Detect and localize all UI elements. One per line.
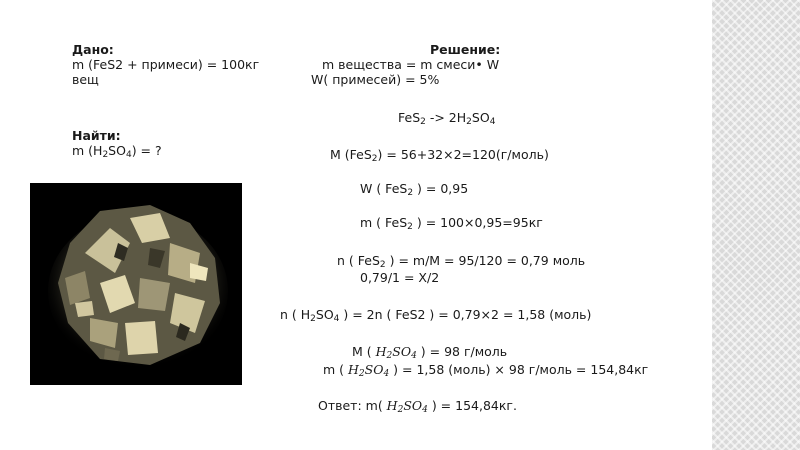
given-line-substance: вещ (72, 72, 99, 87)
pyrite-mineral-photo (30, 183, 242, 385)
solution-line-1: m вещества = m смеси• W (322, 57, 500, 72)
moles-h2so4: n ( $H_2SO_4$ ) = 2n ( FeS2 ) = 0,79×2 = 1,58 (моль) (280, 307, 592, 324)
molar-mass-h2so4: M ( $H_2SO_4$ ) = 98 г/моль (352, 344, 508, 361)
moles-fes2: n ( FeS$_2$ ) = m/M = 95/120 = 0,79 моль (337, 253, 586, 270)
decorative-side-stripe (712, 0, 800, 450)
mass-fes2: m ( FeS$_2$ ) = 100×0,95=95кг (360, 215, 543, 232)
fraction-fes2: W ( FeS$_2$ ) = 0,95 (360, 181, 469, 198)
pyrite-crystal-illustration (30, 183, 242, 385)
molar-mass-fes2: M (FeS$_2$) = 56+32×2=120(г/моль) (330, 147, 549, 164)
find-line: m $(H_2SO_4)$ = ? (72, 143, 162, 160)
proportion: 0,79/1 = X/2 (360, 270, 440, 285)
given-line-mass: m (FeS2 + примеси) = 100кг (72, 57, 260, 72)
solution-heading: Решение: (430, 42, 501, 57)
given-heading: Дано: (72, 42, 114, 57)
find-heading: Найти: (72, 128, 121, 143)
solution-line-2: W( примесей) = 5% (311, 72, 440, 87)
answer-line: Ответ: m( $H_2SO_4$ ) = 154,84кг. (318, 398, 517, 415)
mass-h2so4: m ( $H_2SO_4$ ) = 1,58 (моль) × 98 г/моль = 154,84кг (323, 362, 649, 379)
reaction-equation: $FeS_2 -> 2H_2SO_4$ (398, 110, 496, 127)
